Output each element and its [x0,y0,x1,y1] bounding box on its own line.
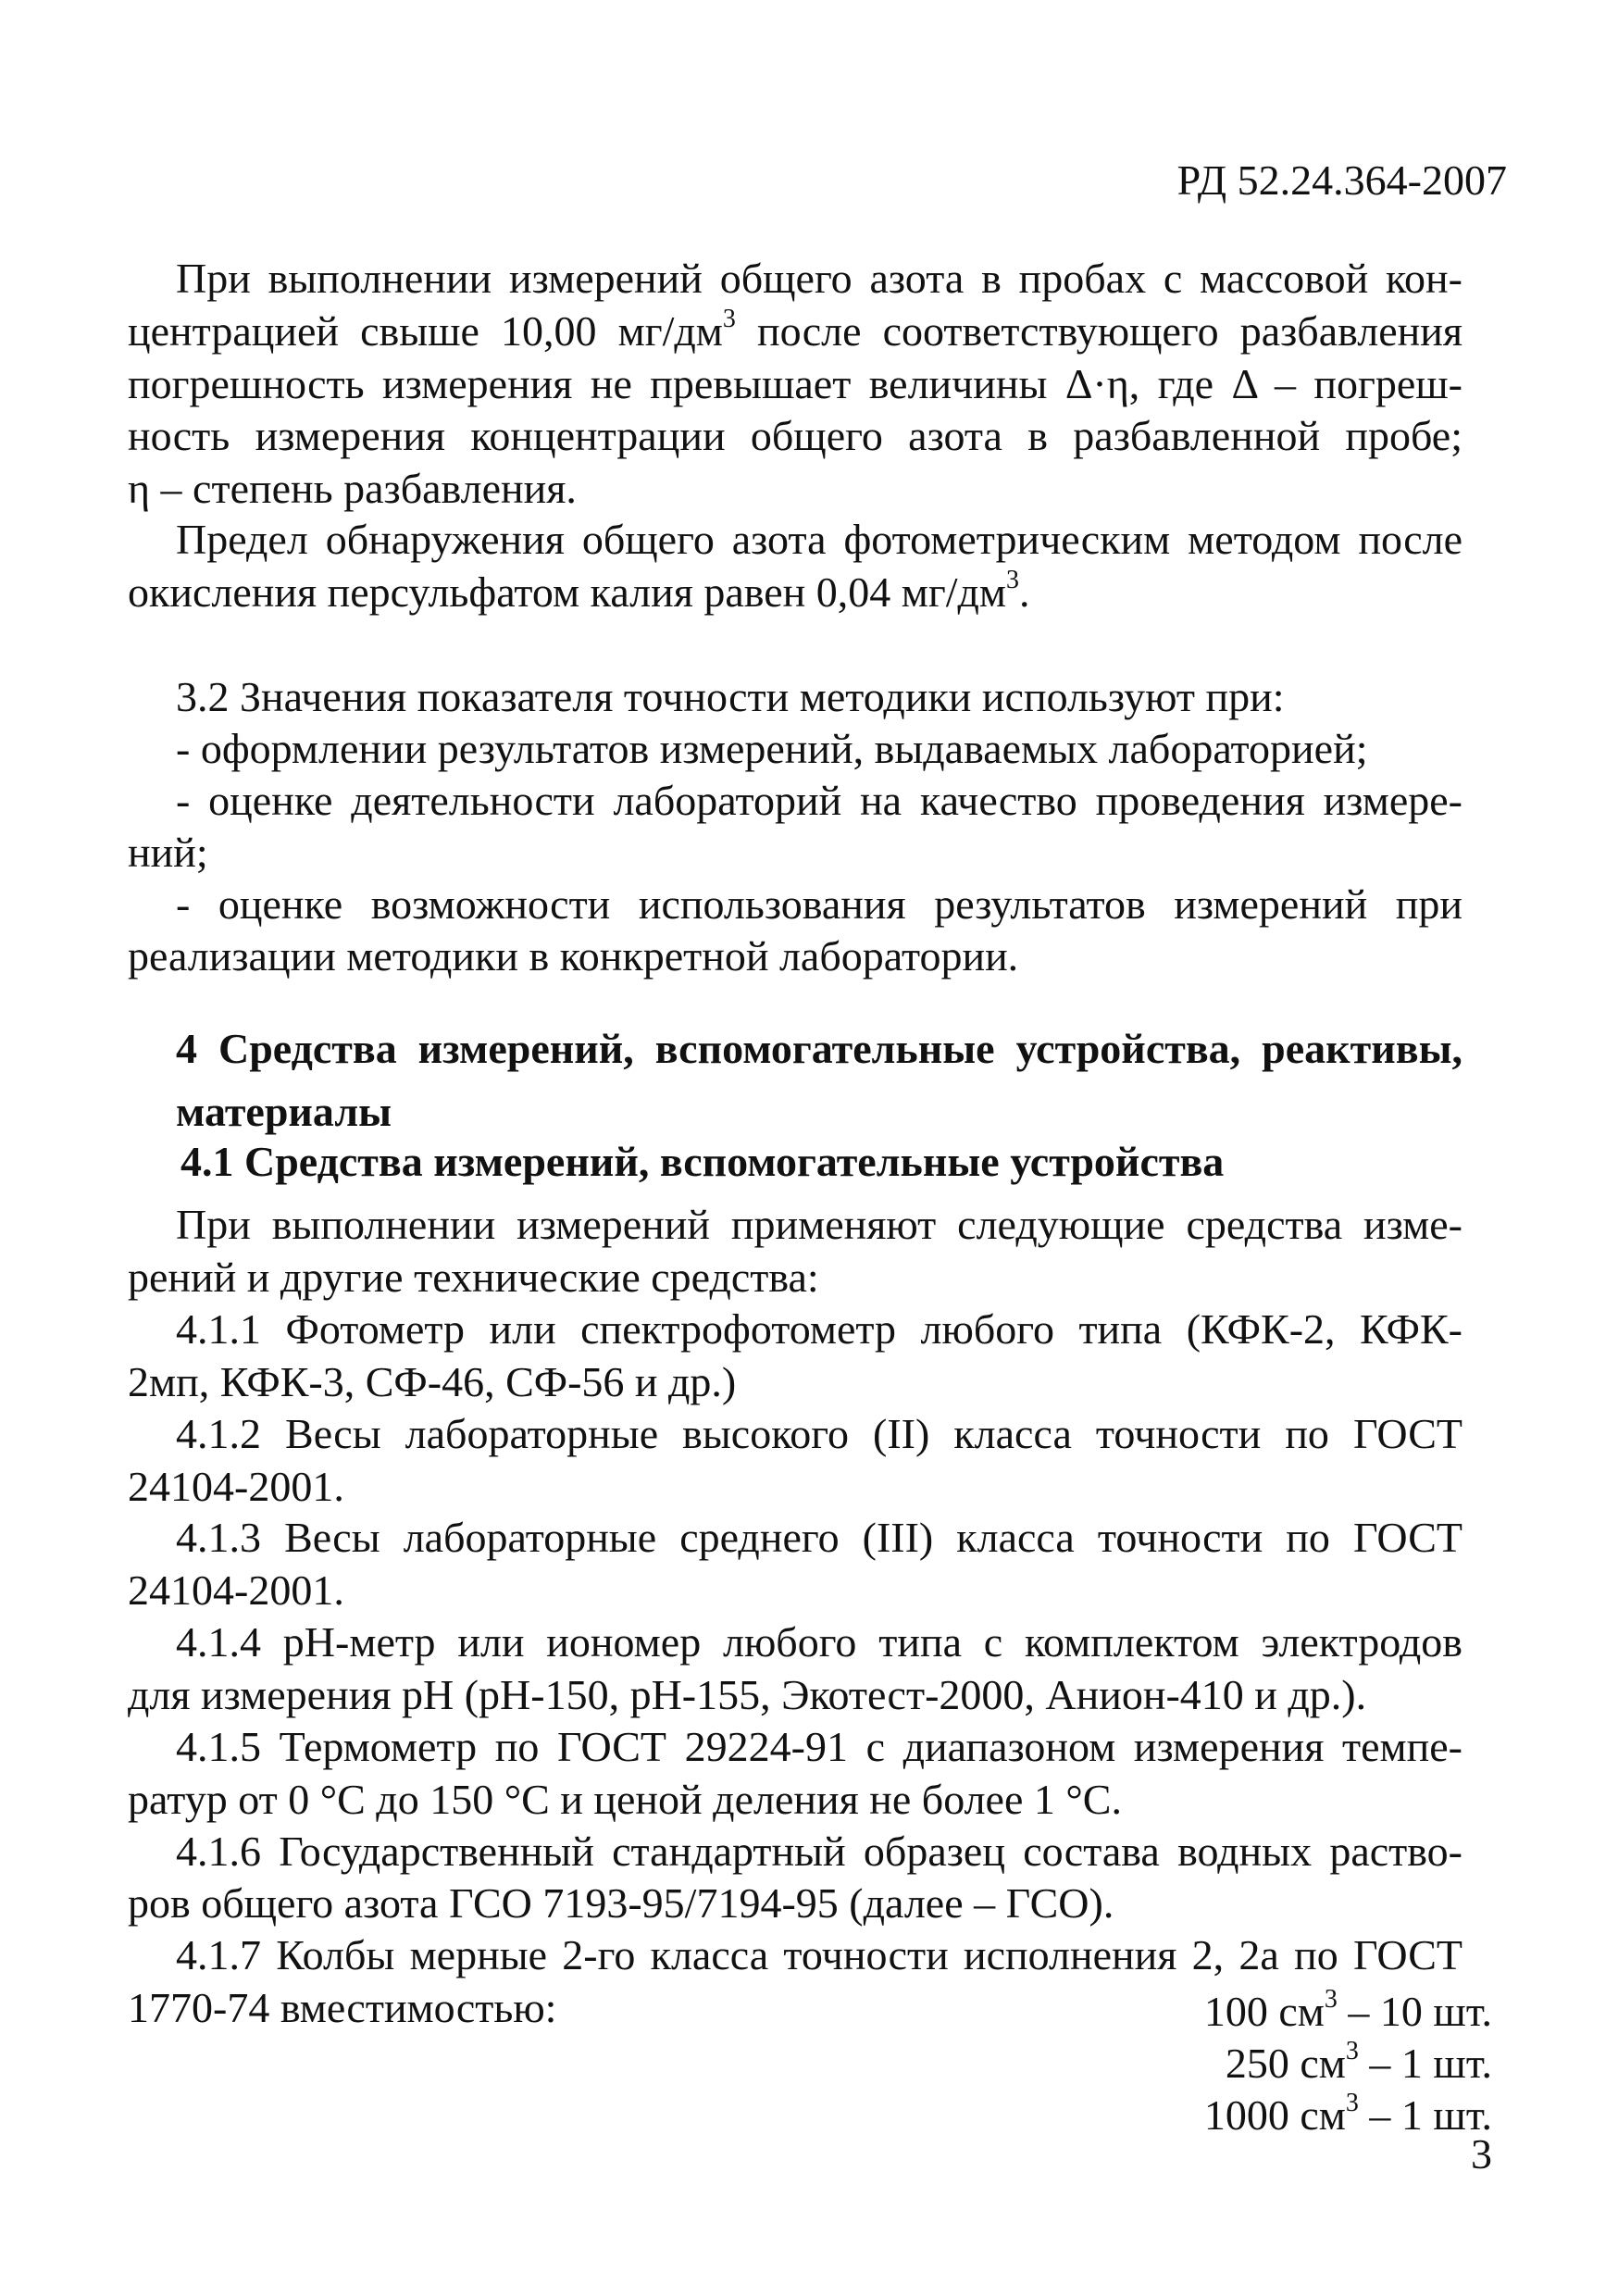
paragraph-line: рений и другие технические средства: [128,1254,819,1301]
section-4-heading-cont: материалы [176,1088,392,1135]
flask-qty: – 10 шт. [1337,1988,1492,2035]
item-4-1-3-cont: 24104-2001. [128,1566,344,1614]
list-item-continuation: реализации методики в конкретной лаборатории. [128,932,1019,980]
page-number: 3 [1471,2130,1492,2177]
flask-volume: 100 см [1203,1988,1325,2035]
list-item: - оценке возможности использования результатов измерений при [176,880,1462,928]
word: выполнении [268,255,492,302]
word: азота [869,255,965,302]
text-segment: окисления персульфатом калия равен 0,04 мг/дм [128,568,1007,616]
word: кон- [1386,255,1462,302]
word: измерений [508,255,703,302]
document-code-header: РД 52.24.364-2007 [1176,156,1507,204]
superscript: 3 [1324,1985,1338,2014]
flask-volume-row [1204,2090,1492,2140]
superscript: 3 [1345,2089,1359,2117]
text-segment: после соответствующего разбавления [735,307,1462,355]
flask-volume: 1000 см [1203,2091,1346,2139]
flask-qty: – 1 шт. [1358,2091,1492,2139]
paragraph-line: При выполнении измерений применяют следующие средства изме- [176,1201,1462,1248]
text-segment: . [1019,568,1030,616]
list-item: - оформлении результатов измерений, выдаваемых лабораторией; [176,725,1368,772]
flask-volume-row [1226,2039,1492,2088]
item-4-1-6-cont: ров общего азота ГСО 7193-95/7194-95 (далее – ГСО). [128,1879,1114,1927]
superscript: 3 [1006,566,1020,594]
item-4-1-4: 4.1.4 pH-метр или иономер любого типа с комплектом электродов [176,1618,1462,1666]
item-4-1-1: 4.1.1 Фотометр или спектрофотометр любого типа (КФК-2, КФК- [176,1305,1462,1353]
word: массовой [1200,255,1369,302]
paragraph-line: ность измерения концентрации общего азота в разбавленной пробе; [128,412,1462,459]
word: пробах [1018,255,1147,302]
word: общего [719,255,853,302]
flask-volume-row [1204,1987,1492,2036]
paragraph-line [128,305,1462,355]
section-4-heading: 4 Средства измерений, вспомогательные устройства, реактивы, [176,1025,1462,1072]
section-3-2-line: 3.2 Значения показателя точности методики используют при: [176,673,1285,720]
item-4-1-2-cont: 24104-2001. [128,1463,344,1510]
paragraph-line [128,566,1030,616]
superscript: 3 [722,305,736,333]
item-4-1-7: 4.1.7 Колбы мерные 2-го класса точности исполнения 2, 2а по ГОСТ [176,1931,1462,1978]
paragraph-line: Предел обнаружения общего азота фотометрическим методом после [176,516,1462,563]
item-4-1-6: 4.1.6 Государственный стандартный образец состава водных раство- [176,1828,1462,1875]
item-4-1-1-cont: 2мп, КФК-3, СФ-46, СФ-56 и др.) [128,1358,737,1405]
word: При [176,255,251,302]
paragraph-line: погрешность измерения не превышает величины Δ·η, где Δ – погреш- [128,360,1462,407]
word: в [981,255,1002,302]
subsection-4-1-heading: 4.1 Средства измерений, вспомогательные устройства [180,1138,1225,1185]
flask-qty: – 1 шт. [1358,2040,1492,2087]
paragraph-line: η – степень разбавления. [128,465,577,512]
superscript: 3 [1345,2037,1359,2065]
flask-volume: 250 см [1225,2040,1346,2087]
list-item-continuation: ний; [128,829,208,876]
item-4-1-5-cont: ратур от 0 °С до 150 °С и ценой деления не более 1 °С. [128,1776,1122,1823]
list-item: - оценке деятельности лабораторий на качество проведения измере- [176,777,1462,824]
item-4-1-3: 4.1.3 Весы лабораторные среднего (III) класса точности по ГОСТ [176,1514,1462,1561]
item-4-1-5: 4.1.5 Термометр по ГОСТ 29224-91 с диапазоном измерения темпе- [176,1723,1462,1770]
item-4-1-7-cont: 1770-74 вместимостью: [128,1984,557,2031]
item-4-1-4-cont: для измерения pH (pH-150, pH-155, Экотест-2000, Анион-410 и др.). [128,1671,1367,1718]
item-4-1-2: 4.1.2 Весы лабораторные высокого (II) класса точности по ГОСТ [176,1410,1462,1457]
word: с [1163,255,1183,302]
text-segment: центрацией свыше 10,00 мг/дм [128,307,723,355]
paragraph-line [128,257,1462,300]
